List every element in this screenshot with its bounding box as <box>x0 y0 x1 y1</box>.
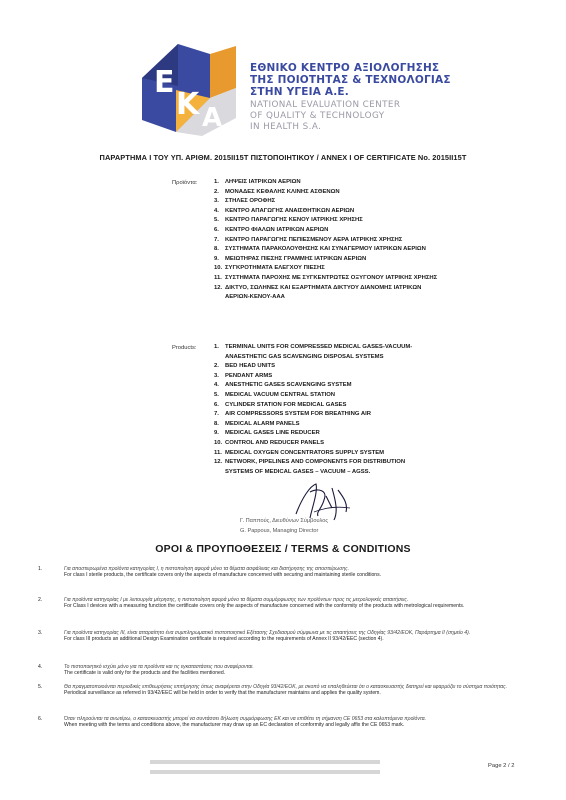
item-number: 11. <box>214 274 222 281</box>
item-number: 6. <box>214 226 219 233</box>
products-gr-label: Προϊόντα: <box>172 180 198 186</box>
item-number: 9. <box>214 430 219 437</box>
item-number: 8. <box>214 246 219 253</box>
page-number: Page 2 / 2 <box>488 763 515 769</box>
condition-number: 6. <box>38 716 43 722</box>
item-text: AIR COMPRESSORS SYSTEM FOR BREATHING AIR <box>225 411 371 418</box>
item-text: ΜΟΝΑΔΕΣ ΚΕΦΑΛΗΣ ΚΛΙΝΗΣ ΑΣΘΕΝΩΝ <box>225 188 340 195</box>
item-text: ANESTHETIC GASES SCAVENGING SYSTEM <box>225 382 352 389</box>
item-number: 12. <box>214 284 223 291</box>
condition-6 <box>38 716 534 728</box>
item-number: 7. <box>214 236 219 243</box>
condition-number: 1. <box>38 566 43 572</box>
condition-en: For Class I devices with a measuring function the certificate covers only the aspects of manufacture concerned with the conformity of the products with metrological requirements. <box>64 603 465 610</box>
condition-en: For class III products an additional Design Examination certificate is required according to the requirements of Annex II 93/42/EEC (section 4). <box>64 636 384 643</box>
item-text: ΚΕΝΤΡΟ ΠΑΡΑΓΩΓΗΣ ΠΕΠΙΕΣΜΕΝΟΥ ΑΕΡΑ ΙΑΤΡΙΚΗΣ ΧΡΗΣΗΣ <box>225 236 403 243</box>
condition-number: 4. <box>38 664 43 670</box>
list-item <box>214 343 412 362</box>
item-text: ΣΤΗΛΕΣ ΟΡΟΦΗΣ <box>225 198 276 205</box>
list-item <box>214 449 412 459</box>
condition-number: 2. <box>38 597 43 603</box>
condition-gr: Για αποστειρωμένα προϊόντα κατηγορίας I, η πιστοποίηση αφορά μόνο τα θέματα ασφάλειας και διατήρησης της αποστείρωσης. <box>64 566 350 572</box>
condition-gr: Θα πραγματοποιούνται περιοδικές επιθεωρήσεις επιτήρησης όπως αναφέρεται στην Οδηγία 93/42/ΕΟΚ, με σκοπό να επαληθεύεται ότι ο κατασκευαστής διατηρεί και εφαρμόζει το σύστημα ποιότητας. <box>64 684 508 690</box>
list-item <box>214 458 412 477</box>
list-item <box>214 264 437 274</box>
item-text-continued: SYSTEMS OF MEDICAL GASES – VACUUM – AGSS. <box>225 468 371 475</box>
footer-contact-line <box>150 770 380 774</box>
products-gr-list <box>214 178 437 303</box>
list-item <box>214 197 437 207</box>
item-text-continued: ANAESTHETIC GAS SCAVENGING DISPOSAL SYSTEMS <box>225 353 384 360</box>
item-text: MEDICAL OXYGEN CONCENTRATORS SUPPLY SYSTEM <box>225 449 385 456</box>
condition-number: 5. <box>38 684 43 690</box>
item-number: 1. <box>214 179 219 185</box>
svg-text:A: A <box>202 103 223 133</box>
item-text: ΚΕΝΤΡΟ ΦΙΑΛΩΝ ΙΑΤΡΙΚΩΝ ΑΕΡΙΩΝ <box>225 226 329 233</box>
item-number: 2. <box>214 363 219 370</box>
terms-title: ΟΡΟΙ & ΠΡΟΥΠΟΘΕΣΕΙΣ / TERMS & CONDITIONS <box>155 543 411 555</box>
org-name-gr-2: ΤΗΣ ΠΟΙΟΤΗΤΑΣ & ΤΕΧΝΟΛΟΓΙΑΣ <box>250 74 451 86</box>
condition-en: When meeting with the terms and conditions above, the manufacturer may draw up an EC declaration of conformity and legally affix the CE 0653 mark. <box>64 722 405 729</box>
item-number: 5. <box>214 217 219 224</box>
item-number: 4. <box>214 207 219 214</box>
item-text: TERMINAL UNITS FOR COMPRESSED MEDICAL GASES-VACUUM- <box>225 344 413 350</box>
item-text: ΔΙΚΤΥΟ, ΣΩΛΗΝΕΣ ΚΑΙ ΕΞΑΡΤΗΜΑΤΑ ΔΙΚΤΥΟΥ ΔΙΑΝΟΜΗΣ ΙΑΤΡΙΚΩΝ <box>225 284 422 291</box>
condition-en: For class I sterile products, the certificate covers only the aspects of manufacture concerned with securing and maintaining sterile conditions. <box>64 572 382 579</box>
item-text: ΣΥΣΤΗΜΑΤΑ ΠΑΡΟΧΗΣ ΜΕ ΣΥΓΚΕΝΤΡΩΤΕΣ ΟΞΥΓΟΝΟΥ ΙΑΤΡΙΚΗΣ ΧΡΗΣΗΣ <box>225 274 438 281</box>
condition-gr: Για προϊόντα κατηγορίας III, είναι απαραίτητο ένα συμπληρωματικό πιστοποιητικό Εξέτασης Σχεδιασμού σύμφωνα με τις απαιτήσεις της Οδηγίας 93/42/ΕΟΚ, Παράρτημα II (σημείο 4). <box>64 630 471 636</box>
item-number: 4. <box>214 382 219 389</box>
footer-contact-line <box>150 760 380 764</box>
condition-en: The certificate is valid only for the products and the facilities mentioned. <box>64 670 226 677</box>
org-name-en-2: OF QUALITY & TECHNOLOGY <box>250 111 385 121</box>
item-number: 1. <box>214 344 219 350</box>
item-number: 9. <box>214 255 219 262</box>
list-item <box>214 188 437 198</box>
org-name-gr-3: ΣΤΗΝ ΥΓΕΙΑ Α.Ε. <box>250 86 349 98</box>
condition-2 <box>38 597 534 609</box>
list-item <box>214 362 412 372</box>
item-number: 12. <box>214 459 223 466</box>
list-item <box>214 226 437 236</box>
item-text: ΣΥΓΚΡΟΤΗΜΑΤΑ ΕΛΕΓΧΟΥ ΠΙΕΣΗΣ <box>225 265 325 272</box>
item-text: ΛΗΨΕΙΣ ΙΑΤΡΙΚΩΝ ΑΕΡΙΩΝ <box>225 179 301 185</box>
list-item <box>214 372 412 382</box>
item-number: 3. <box>214 198 219 205</box>
signature <box>288 478 358 522</box>
condition-4 <box>38 664 534 676</box>
svg-text:K: K <box>176 87 200 122</box>
condition-gr: Το πιστοποιητικό ισχύει μόνο για τα προϊόντα και τις εγκαταστάσεις που αναφέρονται. <box>64 664 254 670</box>
svg-text:E: E <box>154 65 175 100</box>
condition-number: 3. <box>38 630 43 636</box>
item-number: 10. <box>214 265 223 272</box>
item-text: MEDICAL ALARM PANELS <box>225 420 300 427</box>
item-number: 3. <box>214 372 219 379</box>
list-item <box>214 236 437 246</box>
list-item <box>214 207 437 217</box>
list-item <box>214 420 412 430</box>
list-item <box>214 178 437 188</box>
item-number: 7. <box>214 411 219 418</box>
signatory-en: G. Pappous, Managing Director <box>240 528 319 534</box>
item-text: MEDICAL VACUUM CENTRAL STATION <box>225 391 336 398</box>
item-number: 11. <box>214 449 222 456</box>
item-text: BED HEAD UNITS <box>225 363 276 370</box>
item-text: ΣΥΣΤΗΜΑΤΑ ΠΑΡΑΚΟΛΟΥΘΗΣΗΣ ΚΑΙ ΣΥΝΑΓΕΡΜΟΥ ΙΑΤΡΙΚΩΝ ΑΕΡΙΩΝ <box>225 246 426 253</box>
item-text: PENDANT ARMS <box>225 372 273 379</box>
condition-1 <box>38 566 534 578</box>
list-item <box>214 284 437 303</box>
condition-en: Periodical surveillance as referred in 93/42/EEC will be held in order to verify that the manufacturer maintains and applies the quality system. <box>64 690 381 697</box>
list-item <box>214 274 437 284</box>
eka-logo <box>132 40 238 136</box>
list-item <box>214 381 412 391</box>
item-text: CYLINDER STATION FOR MEDICAL GASES <box>225 401 347 408</box>
item-text-continued: ΑΕΡΙΩΝ-ΚΕΝΟΥ-ΑΑΑ <box>225 294 285 301</box>
list-item <box>214 410 412 420</box>
list-item <box>214 401 412 411</box>
condition-3 <box>38 630 534 642</box>
item-text: ΜΕΙΩΤΗΡΑΣ ΠΙΕΣΗΣ ΓΡΑΜΜΗΣ ΙΑΤΡΙΚΩΝ ΑΕΡΙΩΝ <box>225 255 367 262</box>
condition-5 <box>38 684 534 696</box>
list-item <box>214 429 412 439</box>
list-item <box>214 439 412 449</box>
item-text: ΚΕΝΤΡΟ ΑΠΑΓΩΓΗΣ ΑΝΑΙΣΘΗΤΙΚΩΝ ΑΕΡΙΩΝ <box>225 207 355 214</box>
item-number: 6. <box>214 401 219 408</box>
products-en-label: Products: <box>172 345 197 351</box>
org-name-en-3: IN HEALTH S.A. <box>250 122 322 132</box>
condition-gr: Για προϊόντα κατηγορίας I με λειτουργία μέτρησης, η πιστοποίηση αφορά μόνο τα θέματα συμμόρφωσης των προϊόντων προς τις μετρολογικές απαιτήσεις. <box>64 597 409 603</box>
item-number: 10. <box>214 439 223 446</box>
item-text: CONTROL AND REDUCER PANELS <box>225 439 325 446</box>
signatory-gr: Γ. Παππούς, Διευθύνων Σύμβουλος <box>240 518 329 524</box>
list-item <box>214 391 412 401</box>
item-number: 8. <box>214 420 219 427</box>
annex-title: ΠΑΡΑΡΤΗΜΑ Ι ΤΟΥ ΥΠ. ΑΡΙΘΜ. 2015II15T ΠΙΣΤΟΠΟΙΗΤΙΚΟΥ / ANNEX I OF CERTIFICATE No. 2015II15T <box>99 153 467 162</box>
condition-gr: Όταν πληρούνται τα ανωτέρω, ο κατασκευαστής μπορεί να συντάσσει δήλωση συμμόρφωσης ΕΚ και να επιθέτει τη σήμανση CE 0653 στα καλυπτόμενα προϊόντα. <box>64 716 427 722</box>
list-item <box>214 245 437 255</box>
list-item <box>214 255 437 265</box>
org-name-en-1: NATIONAL EVALUATION CENTER <box>250 100 401 110</box>
item-text: ΚΕΝΤΡΟ ΠΑΡΑΓΩΓΗΣ ΚΕΝΟΥ ΙΑΤΡΙΚΗΣ ΧΡΗΣΗΣ <box>225 217 363 224</box>
org-name-gr-1: ΕΘΝΙΚΟ ΚΕΝΤΡΟ ΑΞΙΟΛΟΓΗΣΗΣ <box>250 62 440 74</box>
item-text: MEDICAL GASES LINE REDUCER <box>225 430 320 437</box>
list-item <box>214 216 437 226</box>
item-number: 2. <box>214 188 219 195</box>
item-number: 5. <box>214 391 219 398</box>
products-en-list <box>214 343 412 477</box>
item-text: NETWORK, PIPELINES AND COMPONENTS FOR DISTRIBUTION <box>225 459 406 466</box>
